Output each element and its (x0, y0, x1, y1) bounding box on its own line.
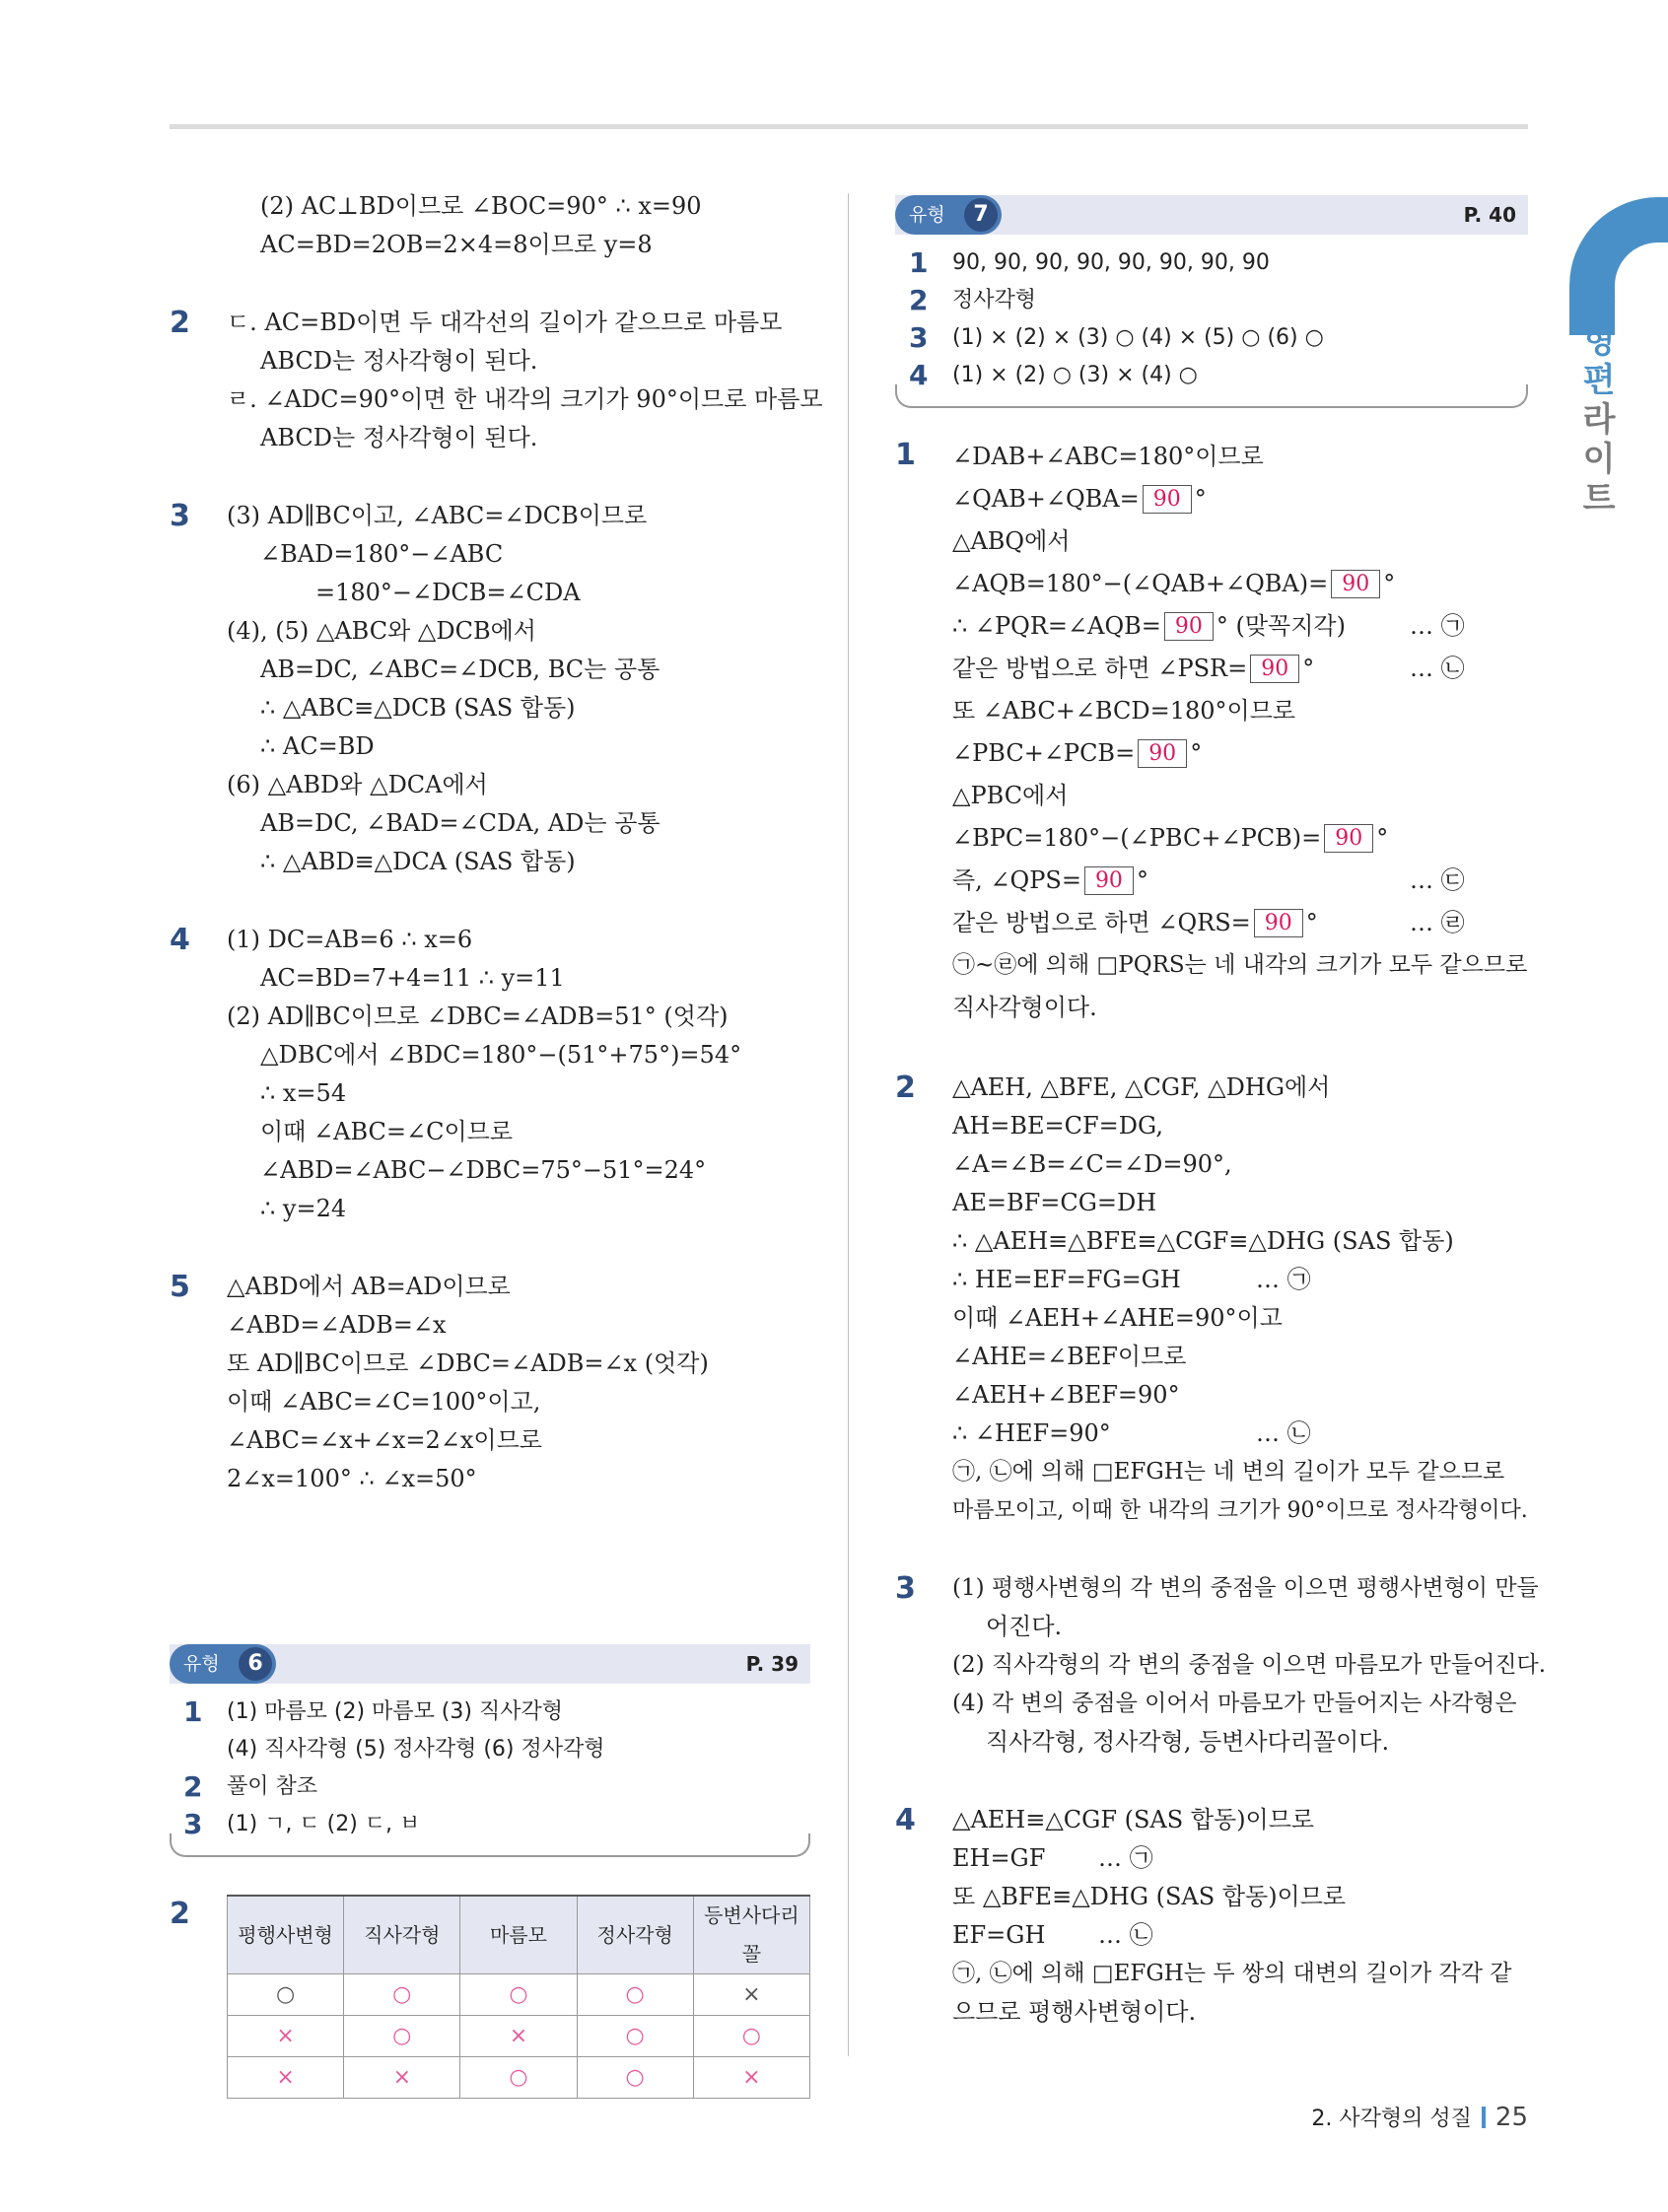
line-text: EF=GH (952, 1921, 1046, 1949)
answer-line: 또 ∠ABC+∠BCD=180°이므로 (952, 697, 1296, 725)
answer-line: =180°−∠DCB=∠CDA (315, 579, 581, 606)
answer-line: 직사각형이다. (952, 994, 1097, 1021)
line-text: 같은 방법으로 하면 ∠QRS= (952, 909, 1251, 936)
answer-line: 으므로 평행사변형이다. (952, 1998, 1197, 2026)
table-cell: ○ (344, 1974, 460, 2016)
answer-line: ∠ABD=∠ABC−∠DBC=75°−51°=24° (260, 1156, 707, 1184)
answer-line: ∠AHE=∠BEF이므로 (952, 1343, 1187, 1370)
answer-line: AC=BD=7+4=11 ∴ y=11 (260, 964, 565, 992)
table-cell: × (693, 2057, 809, 2099)
list-item (183, 1768, 810, 1806)
type-7-answers (895, 235, 1528, 408)
answer-line: ∴ △ABD≡△DCA (SAS 합동) (260, 848, 576, 875)
item-text: (1) × (2) ○ (3) × (4) ○ (952, 363, 1198, 387)
equation-marker: … ㉣ (1410, 909, 1465, 936)
table-header: 평행사변형 (228, 1896, 344, 1974)
equation-marker: … ㉢ (1410, 866, 1465, 894)
page-footer (1311, 2102, 1528, 2132)
quadrilateral-table (227, 1895, 810, 2099)
answer-line: △ABQ에서 (952, 527, 1071, 555)
answer-line: (2) AD∥BC이므로 ∠DBC=∠ADB=51° (엇각) (227, 1002, 729, 1030)
problem-2 (170, 304, 823, 457)
chapter-title: 2. 사각형의 성질 (1311, 2107, 1472, 2131)
type-6-header (170, 1644, 810, 1684)
problem-3 (170, 497, 810, 881)
answer-line: ∠A=∠B=∠C=∠D=90°, (952, 1150, 1232, 1178)
answer-line: ∴ x=54 (260, 1079, 347, 1107)
answer-line: (4), (5) △ABC와 △DCB에서 (227, 617, 536, 645)
answer-line: (3) AD∥BC이고, ∠ABC=∠DCB이므로 (227, 502, 648, 529)
table-row (228, 2057, 810, 2099)
type-page-ref: P. 39 (745, 1652, 799, 1676)
answer-line: AB=DC, ∠ABC=∠DCB, BC는 공통 (260, 656, 660, 683)
item-text: 정사각형 (952, 288, 1037, 312)
answer-line (952, 860, 1528, 902)
problem-number: 4 (170, 923, 190, 957)
answer-line (952, 817, 1528, 860)
equation-marker: … ㉠ (1256, 1266, 1311, 1293)
answer-line: 2∠x=100° ∴ ∠x=50° (227, 1465, 477, 1492)
equation-marker: … ㉡ (1098, 1921, 1153, 1949)
equation-marker: … ㉠ (1098, 1844, 1153, 1872)
item-text: (1) 마름모 (2) 마름모 (3) 직사각형 (227, 1699, 563, 1724)
line-text: ∠BPC=180°−(∠PBC+∠PCB)= (952, 824, 1322, 852)
type-badge-number: 6 (239, 1647, 272, 1681)
table-cell: × (228, 2016, 344, 2057)
table-cell: × (693, 1974, 809, 2016)
answer-line: (6) △ABD와 △DCA에서 (227, 771, 488, 798)
line-text: 같은 방법으로 하면 ∠PSR= (952, 655, 1248, 682)
answer-line: (1) DC=AB=6 ∴ x=6 (227, 926, 473, 953)
answer-box: 90 (1138, 739, 1187, 768)
table-header: 직사각형 (344, 1896, 460, 1974)
page-number: 25 (1494, 2103, 1528, 2132)
answer-line (952, 563, 1528, 605)
answer-line: ㄹ. ∠ADC=90°이면 한 내각의 크기가 90°이므로 마름모 (227, 385, 823, 413)
answer-line: ABCD는 정사각형이 된다. (260, 347, 538, 375)
line-text: ° (맞꼭지각) (1216, 612, 1346, 640)
problem-number: 5 (170, 1270, 190, 1304)
side-tab-line2: 라이트 (1582, 400, 1616, 518)
answer-box: 90 (1164, 612, 1214, 641)
type-badge-label: 유형 (909, 204, 945, 226)
type-6-summary (170, 1644, 810, 1857)
type-7-header (895, 195, 1528, 235)
answer-line: ∠DAB+∠ABC=180°이므로 (952, 443, 1264, 470)
line-text: 즉, ∠QPS= (952, 866, 1081, 894)
answer-line: ∴ △ABC≡△DCB (SAS 합동) (260, 694, 576, 722)
answer-line (952, 478, 1528, 520)
table-header: 등변사다리꼴 (693, 1896, 809, 1974)
problem-2-table (170, 1895, 810, 2099)
answer-line: 어진다. (986, 1613, 1063, 1640)
answer-line: △DBC에서 ∠BDC=180°−(51°+75°)=54° (260, 1041, 742, 1069)
table-cell: × (460, 2016, 577, 2057)
answer-line: ∠ABC=∠x+∠x=2∠x이므로 (227, 1426, 542, 1454)
answer-line: ∴ y=24 (260, 1195, 347, 1222)
answer-line: (2) 직사각형의 각 변의 중점을 이으면 마름모가 만들어진다. (952, 1652, 1547, 1678)
line-text: ° (1190, 739, 1203, 767)
item-number: 3 (909, 321, 929, 354)
problem-1-continued (170, 187, 810, 264)
table-cell: ○ (228, 1974, 344, 2016)
line-text: ° (1305, 909, 1318, 936)
type-badge (170, 1644, 276, 1684)
answer-line (952, 902, 1528, 944)
problem-1 (895, 436, 1528, 1029)
answer-line: 또 AD∥BC이므로 ∠DBC=∠ADB=∠x (엇각) (227, 1349, 709, 1377)
problem-number: 3 (170, 499, 190, 533)
answer-box: 90 (1084, 866, 1134, 895)
answer-line: AE=BF=CG=DH (952, 1189, 1157, 1216)
answer-line: 마름모이고, 이때 한 내각의 크기가 90°이므로 정사각형이다. (952, 1498, 1528, 1523)
list-item (909, 244, 1528, 282)
problem-2 (895, 1069, 1528, 1530)
problem-number: 3 (895, 1571, 916, 1606)
column-divider (848, 193, 849, 2056)
list-item (909, 282, 1528, 319)
problem-number: 1 (895, 438, 916, 472)
answer-box: 90 (1331, 570, 1380, 598)
equation-marker: … ㉠ (1410, 612, 1465, 640)
line-text: ° (1383, 570, 1396, 597)
answer-line: AC=BD=2OB=2×4=8이므로 y=8 (260, 231, 653, 258)
table-cell: ○ (344, 2016, 460, 2057)
line-text: ° (1136, 866, 1148, 894)
answer-line: ∴ AC=BD (260, 732, 375, 760)
answer-line: AB=DC, ∠BAD=∠CDA, AD는 공통 (260, 809, 660, 837)
answer-line: ∠ABD=∠ADB=∠x (227, 1311, 447, 1339)
item-number: 4 (909, 359, 929, 391)
answer-line (952, 648, 1528, 690)
table-cell: ○ (577, 1974, 693, 2016)
list-item (909, 319, 1528, 357)
answer-line: ∴ △AEH≡△BFE≡△CGF≡△DHG (SAS 합동) (952, 1227, 1454, 1255)
line-text: ° (1376, 824, 1389, 852)
answer-line: (4) 각 변의 중점을 이어서 마름모가 만들어지는 사각형은 (952, 1691, 1517, 1716)
problem-3 (895, 1569, 1547, 1762)
answer-line (952, 605, 1528, 648)
top-rule (170, 124, 1528, 129)
problem-5 (170, 1268, 810, 1498)
type-7-summary (895, 195, 1528, 408)
table-cell: ○ (693, 2016, 809, 2057)
equation-marker: … ㉡ (1256, 1419, 1311, 1447)
summary-bracket (895, 384, 1528, 408)
answer-line: △ABD에서 AB=AD이므로 (227, 1273, 511, 1300)
answer-line: ㉠, ㉡에 의해 □EFGH는 네 변의 길이가 모두 같으므로 (952, 1459, 1505, 1485)
list-item (183, 1694, 810, 1731)
answer-line (952, 1916, 1528, 1955)
table-header: 마름모 (460, 1896, 577, 1974)
table-cell: ○ (460, 1974, 577, 2016)
answer-line: △AEH≡△CGF (SAS 합동)이므로 (952, 1806, 1315, 1833)
item-number: 1 (909, 246, 929, 279)
table-header: 정사각형 (577, 1896, 693, 1974)
answer-line (952, 1839, 1528, 1878)
footer-divider (1482, 2107, 1486, 2128)
type-badge-number: 7 (964, 198, 998, 232)
answer-box: 90 (1143, 485, 1192, 514)
item-text: (4) 직사각형 (5) 정사각형 (6) 정사각형 (227, 1737, 605, 1762)
item-number: 3 (183, 1808, 203, 1840)
answer-line: ㉠~㉣에 의해 □PQRS는 네 내각의 크기가 모두 같으므로 (952, 952, 1528, 978)
item-number: 1 (183, 1695, 203, 1728)
type-6-answers (170, 1684, 810, 1857)
side-tab-line1: 유형편 (1582, 282, 1616, 400)
line-text: ∠AQB=180°−(∠QAB+∠QBA)= (952, 570, 1329, 597)
table-cell: ○ (577, 2016, 693, 2057)
problem-number: 4 (895, 1803, 916, 1837)
problem-number: 2 (895, 1071, 916, 1105)
problem-number: 2 (170, 1897, 190, 1931)
table-cell: × (344, 2057, 460, 2099)
line-text: ∴ HE=EF=FG=GH (952, 1266, 1181, 1293)
item-number: 2 (909, 284, 929, 316)
table-row (228, 2016, 810, 2057)
line-text: ° (1194, 485, 1207, 513)
type-page-ref: P. 40 (1463, 203, 1516, 227)
line-text: ∴ ∠PQR=∠AQB= (952, 612, 1161, 640)
item-number: 2 (183, 1770, 203, 1803)
item-text: (1) ㄱ, ㄷ (2) ㄷ, ㅂ (227, 1812, 421, 1836)
left-column (170, 187, 823, 2099)
answer-line: 또 △BFE≡△DHG (SAS 합동)이므로 (952, 1883, 1347, 1910)
answer-line: (2) AC⊥BD이므로 ∠BOC=90° ∴ x=90 (260, 192, 702, 220)
line-text: ∠PBC+∠PCB= (952, 739, 1136, 767)
answer-box: 90 (1324, 824, 1373, 853)
answer-box: 90 (1254, 909, 1303, 937)
answer-box: 90 (1250, 655, 1299, 683)
table-row (228, 1974, 810, 2016)
answer-line (952, 1261, 1528, 1299)
answer-line (952, 1415, 1528, 1453)
item-text: 풀이 참조 (227, 1774, 318, 1799)
summary-bracket (170, 1833, 810, 1857)
table-cell: ○ (577, 2057, 693, 2099)
answer-line: ㄷ. AC=BD이면 두 대각선의 길이가 같으므로 마름모 (227, 309, 783, 336)
problem-4 (170, 921, 810, 1228)
right-column (895, 195, 1547, 2032)
item-text: 90, 90, 90, 90, 90, 90, 90, 90 (952, 250, 1270, 275)
line-text: ° (1302, 655, 1315, 682)
answer-line: ∠AEH+∠BEF=90° (952, 1381, 1180, 1409)
answer-line: 이때 ∠ABC=∠C이므로 (260, 1118, 514, 1145)
table-cell: × (228, 2057, 344, 2099)
side-tab-label (1579, 282, 1619, 518)
answer-line: 이때 ∠ABC=∠C=100°이고, (227, 1388, 541, 1416)
line-text: EH=GF (952, 1844, 1046, 1872)
answer-line: (1) 평행사변형의 각 변의 중점을 이으면 평행사변형이 만들 (952, 1575, 1539, 1601)
item-text: (1) × (2) × (3) ○ (4) × (5) ○ (6) ○ (952, 325, 1324, 350)
line-text: ∠QAB+∠QBA= (952, 485, 1140, 513)
equation-marker: … ㉡ (1410, 655, 1465, 682)
answer-line: AH=BE=CF=DG, (952, 1112, 1163, 1140)
answer-line (952, 732, 1528, 775)
list-item (183, 1731, 810, 1768)
line-text: ∴ ∠HEF=90° (952, 1419, 1111, 1447)
problem-number: 2 (170, 306, 190, 340)
answer-line: △AEH, △BFE, △CGF, △DHG에서 (952, 1073, 1331, 1101)
answer-line: ∠BAD=180°−∠ABC (260, 540, 504, 568)
answer-line: ㉠, ㉡에 의해 □EFGH는 두 쌍의 대변의 길이가 각각 같 (952, 1961, 1512, 1986)
answer-line: △PBC에서 (952, 782, 1069, 809)
type-badge (895, 195, 1002, 235)
answer-line: 직사각형, 정사각형, 등변사다리꼴이다. (986, 1728, 1390, 1756)
type-badge-label: 유형 (183, 1653, 220, 1675)
table-cell: ○ (460, 2057, 577, 2099)
answer-line: 이때 ∠AEH+∠AHE=90°이고 (952, 1304, 1283, 1332)
problem-4 (895, 1801, 1528, 2032)
answer-line: ABCD는 정사각형이 된다. (260, 424, 538, 451)
